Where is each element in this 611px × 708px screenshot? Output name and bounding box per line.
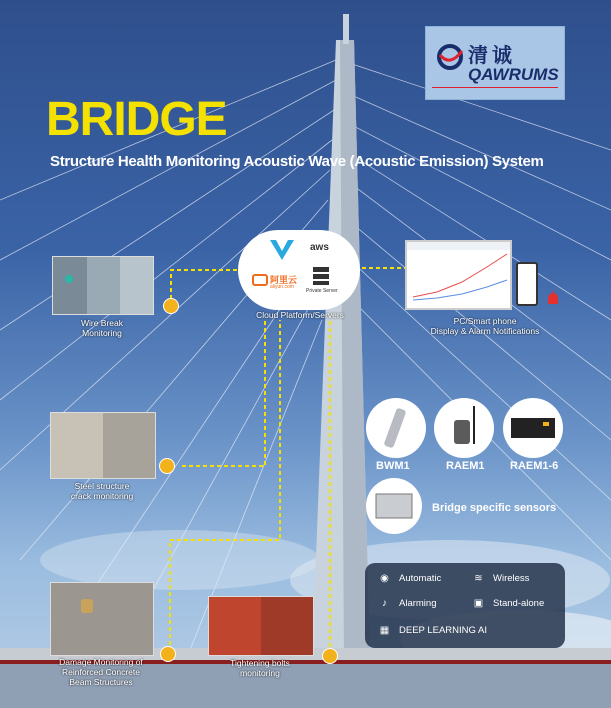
display-caption-2: Display & Alarm Notifications xyxy=(430,326,540,336)
feature-wireless: Wireless xyxy=(493,573,530,584)
concrete-damage-photo xyxy=(50,582,154,656)
feature-ai: DEEP LEARNING AI xyxy=(399,625,487,636)
standalone-icon: ▣ xyxy=(473,598,484,609)
concrete-node xyxy=(160,646,176,662)
feature-automatic: Automatic xyxy=(399,573,442,584)
feature-standalone: Stand-alone xyxy=(493,598,545,609)
bolt-node xyxy=(322,648,338,664)
cloud-caption: Cloud Platform/Servers xyxy=(256,310,344,320)
bwm1-label: BWM1 xyxy=(376,460,410,472)
bwm1-sensor-image xyxy=(366,398,426,458)
bwm1-device-icon xyxy=(366,398,426,458)
bolt-photo xyxy=(208,596,314,656)
concrete-damage-caption: Damage Monitoring of Reinforced Concrete Beam Structures xyxy=(59,657,143,687)
aliyun-icon xyxy=(252,274,268,286)
alarm-light-icon xyxy=(545,290,561,306)
aliyun-sub-label: aliyun.com xyxy=(270,284,294,290)
wireless-icon: ≋ xyxy=(474,573,483,584)
pc-monitor-screen xyxy=(405,240,512,310)
smartphone xyxy=(516,262,538,306)
server-icon xyxy=(312,266,330,286)
automatic-icon: ◉ xyxy=(380,573,389,584)
v-logo-icon xyxy=(268,238,296,262)
features-panel xyxy=(365,563,565,648)
ai-chip-icon: ▦ xyxy=(379,625,390,636)
feature-alarming: Alarming xyxy=(399,598,437,609)
bolt-caption: Tightening bolts monitoring xyxy=(230,658,290,678)
bridge-sensor-image xyxy=(366,478,422,534)
aliyun-label: 阿里云 xyxy=(270,275,298,285)
cloud-platform xyxy=(238,230,360,310)
wire-break-node xyxy=(163,298,179,314)
raem1-6-device-icon xyxy=(503,398,563,458)
aws-label: aws xyxy=(310,242,329,253)
page-title: BRIDGE xyxy=(46,93,227,146)
bridge-sensors-label: Bridge specific sensors xyxy=(432,502,557,514)
server-label: Private Server xyxy=(306,288,338,294)
raem1-6-sensor-image xyxy=(503,398,563,458)
page-subtitle: Structure Health Monitoring Acoustic Wave (Acoustic Emission) System xyxy=(50,153,544,170)
steel-crack-photo xyxy=(50,412,156,479)
steel-crack-node xyxy=(159,458,175,474)
wire-break-caption: Wire Break Monitoring xyxy=(80,318,124,338)
raem1-6-label: RAEM1-6 xyxy=(510,460,559,472)
logo-cn-text: 清诚 xyxy=(468,43,516,67)
alarm-bell-icon: ♪ xyxy=(382,598,387,609)
raem1-label: RAEM1 xyxy=(446,460,485,472)
raem1-device-icon xyxy=(434,398,494,458)
display-caption-1: PC/Smart phone xyxy=(453,316,517,326)
bridge-sensor-device-icon xyxy=(366,478,422,534)
dashboard-graph xyxy=(407,242,510,308)
logo-en-text: QAWRUMS xyxy=(468,65,559,84)
raem1-sensor-image xyxy=(434,398,494,458)
wire-break-photo xyxy=(52,256,154,315)
steel-crack-caption: Steel structure crack monitoring xyxy=(70,481,134,501)
